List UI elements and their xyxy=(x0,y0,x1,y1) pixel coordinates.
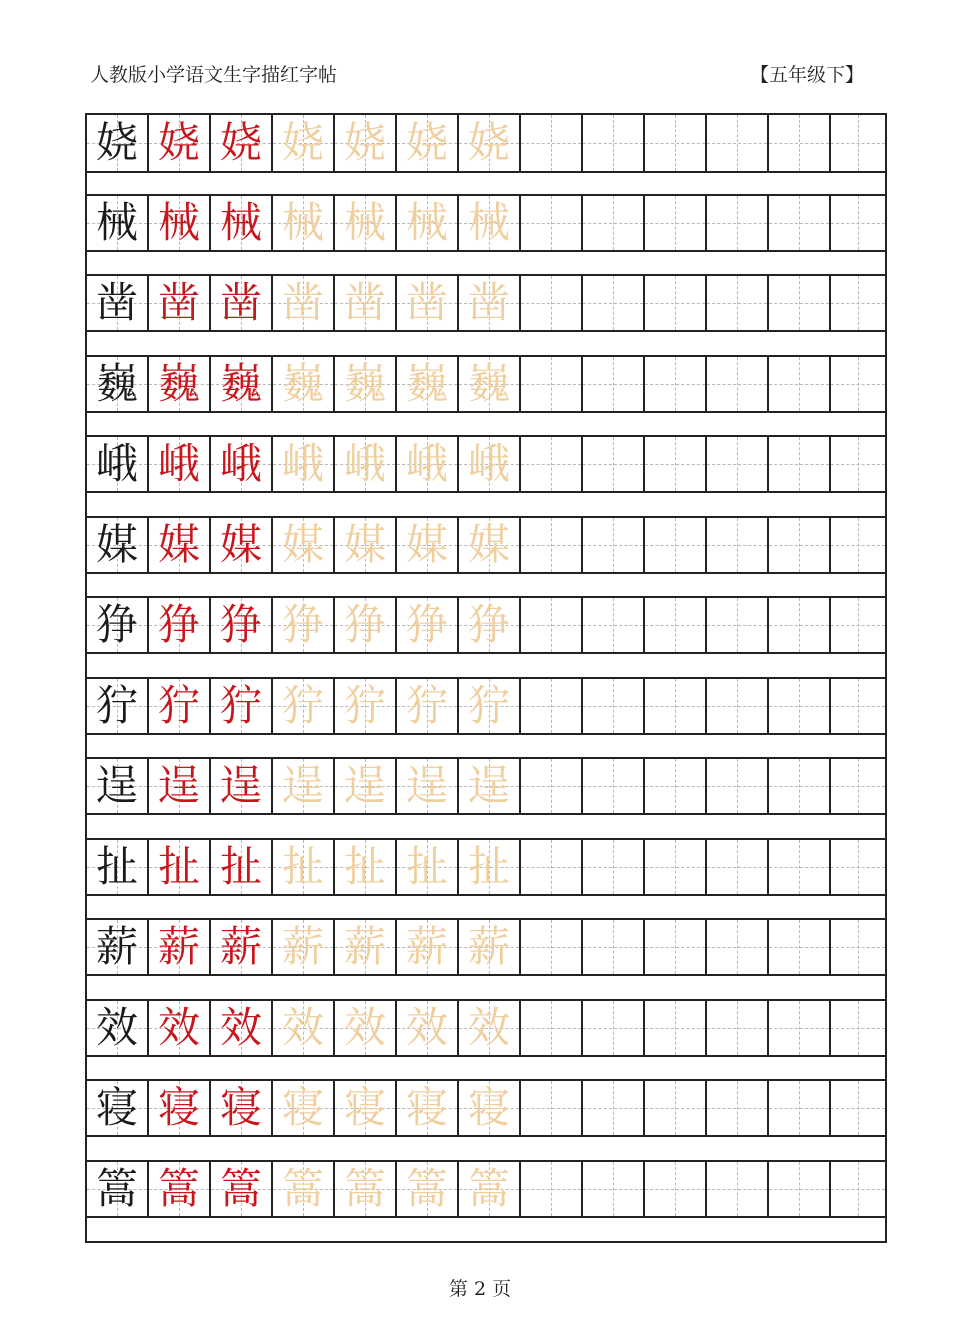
practice-row xyxy=(87,355,885,413)
red-character: 巍 xyxy=(219,359,262,408)
trace-character: 薪 xyxy=(281,922,324,971)
model-character: 狰 xyxy=(95,600,138,649)
blank-practice-cell xyxy=(645,598,707,652)
trace-character: 巍 xyxy=(343,359,386,408)
trace-character: 扯 xyxy=(467,842,510,891)
practice-row xyxy=(87,274,885,332)
blank-practice-cell xyxy=(769,920,831,974)
blank-practice-cell xyxy=(707,1001,769,1055)
model-character: 狞 xyxy=(95,681,138,730)
blank-practice-cell xyxy=(645,276,707,330)
trace-character: 凿 xyxy=(467,278,510,327)
red-character: 狰 xyxy=(157,600,200,649)
red-character: 逞 xyxy=(219,761,262,810)
red-copy-cell xyxy=(149,437,211,491)
red-copy-cell xyxy=(211,196,273,250)
blank-practice-cell xyxy=(769,518,831,572)
blank-practice-cell xyxy=(707,679,769,733)
trace-cell xyxy=(459,679,521,733)
trace-cell xyxy=(397,840,459,894)
red-copy-cell xyxy=(211,357,273,411)
red-copy-cell xyxy=(149,1081,211,1135)
trace-cell xyxy=(459,357,521,411)
model-character: 峨 xyxy=(95,439,138,488)
blank-practice-cell xyxy=(831,920,885,974)
blank-practice-cell xyxy=(645,759,707,813)
red-copy-cell xyxy=(149,1162,211,1216)
trace-character: 凿 xyxy=(281,278,324,327)
red-character: 械 xyxy=(157,198,200,247)
blank-practice-cell xyxy=(769,276,831,330)
trace-cell xyxy=(273,920,335,974)
blank-practice-cell xyxy=(645,1162,707,1216)
trace-cell xyxy=(397,679,459,733)
trace-character: 巍 xyxy=(405,359,448,408)
trace-character: 扯 xyxy=(405,842,448,891)
blank-practice-cell xyxy=(583,759,645,813)
model-cell xyxy=(87,920,149,974)
trace-character: 篙 xyxy=(343,1164,386,1213)
blank-practice-cell xyxy=(583,598,645,652)
blank-practice-cell xyxy=(831,437,885,491)
trace-cell xyxy=(273,1081,335,1135)
blank-practice-cell xyxy=(521,840,583,894)
blank-practice-cell xyxy=(769,1081,831,1135)
model-cell xyxy=(87,598,149,652)
red-copy-cell xyxy=(211,840,273,894)
blank-practice-cell xyxy=(645,437,707,491)
trace-character: 娆 xyxy=(343,118,386,167)
blank-practice-cell xyxy=(583,357,645,411)
model-character: 械 xyxy=(95,198,138,247)
trace-cell xyxy=(397,920,459,974)
model-character: 效 xyxy=(95,1003,138,1052)
blank-practice-cell xyxy=(707,357,769,411)
trace-cell xyxy=(335,840,397,894)
blank-practice-cell xyxy=(831,357,885,411)
trace-character: 凿 xyxy=(405,278,448,327)
red-character: 扯 xyxy=(157,842,200,891)
trace-cell xyxy=(397,357,459,411)
trace-character: 狰 xyxy=(405,600,448,649)
model-cell xyxy=(87,1001,149,1055)
blank-practice-cell xyxy=(707,840,769,894)
page-number: 第 2 页 xyxy=(448,1278,512,1300)
blank-practice-cell xyxy=(583,518,645,572)
blank-practice-cell xyxy=(769,759,831,813)
red-copy-cell xyxy=(211,276,273,330)
model-character: 媒 xyxy=(95,520,138,569)
blank-practice-cell xyxy=(831,759,885,813)
model-character: 薪 xyxy=(95,922,138,971)
blank-practice-cell xyxy=(769,679,831,733)
practice-grid xyxy=(85,113,887,1243)
red-copy-cell xyxy=(149,920,211,974)
trace-character: 械 xyxy=(281,198,324,247)
trace-cell xyxy=(397,759,459,813)
blank-practice-cell xyxy=(645,115,707,171)
blank-practice-cell xyxy=(521,276,583,330)
red-character: 篙 xyxy=(219,1164,262,1213)
trace-cell xyxy=(397,276,459,330)
trace-character: 狞 xyxy=(467,681,510,730)
trace-character: 峨 xyxy=(281,439,324,488)
trace-character: 狞 xyxy=(343,681,386,730)
practice-row xyxy=(87,1160,885,1218)
model-character: 巍 xyxy=(95,359,138,408)
blank-practice-cell xyxy=(583,1162,645,1216)
trace-character: 篙 xyxy=(405,1164,448,1213)
trace-character: 峨 xyxy=(343,439,386,488)
practice-row xyxy=(87,757,885,815)
practice-row xyxy=(87,918,885,976)
trace-character: 寝 xyxy=(467,1083,510,1132)
red-character: 娆 xyxy=(157,118,200,167)
red-character: 巍 xyxy=(157,359,200,408)
trace-character: 扯 xyxy=(343,842,386,891)
blank-practice-cell xyxy=(521,759,583,813)
trace-cell xyxy=(335,518,397,572)
blank-practice-cell xyxy=(645,840,707,894)
trace-character: 巍 xyxy=(281,359,324,408)
red-character: 狰 xyxy=(219,600,262,649)
blank-practice-cell xyxy=(645,679,707,733)
red-copy-cell xyxy=(211,1162,273,1216)
trace-character: 逞 xyxy=(343,761,386,810)
trace-cell xyxy=(459,518,521,572)
model-cell xyxy=(87,1081,149,1135)
trace-cell xyxy=(273,196,335,250)
blank-practice-cell xyxy=(831,115,885,171)
trace-character: 凿 xyxy=(343,278,386,327)
trace-cell xyxy=(459,1081,521,1135)
trace-cell xyxy=(273,276,335,330)
trace-cell xyxy=(459,196,521,250)
blank-practice-cell xyxy=(521,196,583,250)
trace-cell xyxy=(273,840,335,894)
red-character: 篙 xyxy=(157,1164,200,1213)
practice-row xyxy=(87,596,885,654)
red-character: 扯 xyxy=(219,842,262,891)
blank-practice-cell xyxy=(583,679,645,733)
model-character: 娆 xyxy=(95,118,138,167)
model-cell xyxy=(87,437,149,491)
red-copy-cell xyxy=(211,1081,273,1135)
trace-cell xyxy=(273,759,335,813)
model-character: 凿 xyxy=(95,278,138,327)
trace-cell xyxy=(397,598,459,652)
model-cell xyxy=(87,196,149,250)
blank-practice-cell xyxy=(521,920,583,974)
red-character: 凿 xyxy=(219,278,262,327)
trace-cell xyxy=(273,598,335,652)
red-character: 薪 xyxy=(157,922,200,971)
trace-character: 械 xyxy=(343,198,386,247)
model-cell xyxy=(87,759,149,813)
red-copy-cell xyxy=(149,759,211,813)
red-copy-cell xyxy=(211,759,273,813)
model-character: 寝 xyxy=(95,1083,138,1132)
trace-cell xyxy=(397,518,459,572)
blank-practice-cell xyxy=(707,196,769,250)
red-copy-cell xyxy=(149,840,211,894)
trace-character: 娆 xyxy=(467,118,510,167)
red-character: 峨 xyxy=(219,439,262,488)
trace-cell xyxy=(273,357,335,411)
model-cell xyxy=(87,357,149,411)
blank-practice-cell xyxy=(707,518,769,572)
trace-cell xyxy=(459,1162,521,1216)
trace-character: 娆 xyxy=(281,118,324,167)
trace-character: 篙 xyxy=(467,1164,510,1213)
blank-practice-cell xyxy=(521,518,583,572)
model-character: 篙 xyxy=(95,1164,138,1213)
blank-practice-cell xyxy=(645,357,707,411)
trace-cell xyxy=(335,1001,397,1055)
red-copy-cell xyxy=(211,598,273,652)
blank-practice-cell xyxy=(645,1081,707,1135)
model-character: 扯 xyxy=(95,842,138,891)
red-copy-cell xyxy=(149,518,211,572)
red-character: 峨 xyxy=(157,439,200,488)
trace-character: 械 xyxy=(405,198,448,247)
red-copy-cell xyxy=(149,679,211,733)
trace-cell xyxy=(335,759,397,813)
blank-practice-cell xyxy=(707,598,769,652)
red-copy-cell xyxy=(149,598,211,652)
trace-character: 扯 xyxy=(281,842,324,891)
trace-cell xyxy=(273,1001,335,1055)
blank-practice-cell xyxy=(769,196,831,250)
red-character: 娆 xyxy=(219,118,262,167)
trace-cell xyxy=(335,598,397,652)
trace-character: 狞 xyxy=(281,681,324,730)
blank-practice-cell xyxy=(521,1001,583,1055)
red-copy-cell xyxy=(149,276,211,330)
trace-cell xyxy=(335,196,397,250)
blank-practice-cell xyxy=(521,357,583,411)
trace-cell xyxy=(273,679,335,733)
blank-practice-cell xyxy=(831,598,885,652)
blank-practice-cell xyxy=(707,1162,769,1216)
trace-cell xyxy=(335,276,397,330)
trace-character: 薪 xyxy=(405,922,448,971)
blank-practice-cell xyxy=(583,115,645,171)
model-cell xyxy=(87,1162,149,1216)
trace-cell xyxy=(397,1081,459,1135)
trace-character: 篙 xyxy=(281,1164,324,1213)
red-character: 薪 xyxy=(219,922,262,971)
model-cell xyxy=(87,276,149,330)
trace-cell xyxy=(335,1162,397,1216)
trace-character: 效 xyxy=(405,1003,448,1052)
blank-practice-cell xyxy=(707,437,769,491)
grade-label: 【五年级下】 xyxy=(749,64,864,86)
trace-character: 效 xyxy=(467,1003,510,1052)
practice-row xyxy=(87,194,885,252)
practice-row xyxy=(87,999,885,1057)
trace-cell xyxy=(273,115,335,171)
trace-character: 狰 xyxy=(281,600,324,649)
blank-practice-cell xyxy=(831,1162,885,1216)
trace-character: 媒 xyxy=(467,520,510,569)
model-character: 逞 xyxy=(95,761,138,810)
blank-practice-cell xyxy=(645,196,707,250)
trace-character: 逞 xyxy=(281,761,324,810)
trace-cell xyxy=(459,759,521,813)
blank-practice-cell xyxy=(521,598,583,652)
trace-cell xyxy=(459,115,521,171)
trace-character: 逞 xyxy=(405,761,448,810)
model-cell xyxy=(87,679,149,733)
red-copy-cell xyxy=(211,679,273,733)
blank-practice-cell xyxy=(707,1081,769,1135)
blank-practice-cell xyxy=(583,1081,645,1135)
trace-character: 效 xyxy=(281,1003,324,1052)
blank-practice-cell xyxy=(831,1081,885,1135)
trace-character: 薪 xyxy=(467,922,510,971)
blank-practice-cell xyxy=(645,518,707,572)
blank-practice-cell xyxy=(831,276,885,330)
red-copy-cell xyxy=(211,1001,273,1055)
trace-character: 峨 xyxy=(467,439,510,488)
blank-practice-cell xyxy=(769,1001,831,1055)
blank-practice-cell xyxy=(707,920,769,974)
red-character: 狞 xyxy=(157,681,200,730)
red-character: 寝 xyxy=(219,1083,262,1132)
blank-practice-cell xyxy=(769,840,831,894)
trace-character: 媒 xyxy=(281,520,324,569)
red-character: 媒 xyxy=(219,520,262,569)
trace-cell xyxy=(459,1001,521,1055)
trace-character: 狰 xyxy=(467,600,510,649)
trace-character: 娆 xyxy=(405,118,448,167)
red-character: 狞 xyxy=(219,681,262,730)
trace-character: 逞 xyxy=(467,761,510,810)
red-copy-cell xyxy=(211,920,273,974)
trace-cell xyxy=(335,357,397,411)
model-cell xyxy=(87,518,149,572)
practice-row xyxy=(87,677,885,735)
red-copy-cell xyxy=(149,196,211,250)
trace-character: 寝 xyxy=(281,1083,324,1132)
blank-practice-cell xyxy=(707,759,769,813)
trace-character: 巍 xyxy=(467,359,510,408)
red-copy-cell xyxy=(149,357,211,411)
practice-row xyxy=(87,435,885,493)
blank-practice-cell xyxy=(583,920,645,974)
trace-character: 媒 xyxy=(343,520,386,569)
worksheet-title: 人教版小学语文生字描红字帖 xyxy=(90,64,338,86)
blank-practice-cell xyxy=(769,437,831,491)
trace-cell xyxy=(273,518,335,572)
blank-practice-cell xyxy=(645,1001,707,1055)
blank-practice-cell xyxy=(769,598,831,652)
trace-cell xyxy=(397,1162,459,1216)
blank-practice-cell xyxy=(831,840,885,894)
trace-cell xyxy=(335,1081,397,1135)
red-character: 效 xyxy=(219,1003,262,1052)
red-character: 凿 xyxy=(157,278,200,327)
red-character: 效 xyxy=(157,1003,200,1052)
trace-character: 薪 xyxy=(343,922,386,971)
trace-cell xyxy=(459,840,521,894)
trace-character: 效 xyxy=(343,1003,386,1052)
blank-practice-cell xyxy=(583,276,645,330)
trace-cell xyxy=(335,679,397,733)
trace-character: 媒 xyxy=(405,520,448,569)
blank-practice-cell xyxy=(521,1162,583,1216)
blank-practice-cell xyxy=(769,357,831,411)
blank-practice-cell xyxy=(583,840,645,894)
red-character: 媒 xyxy=(157,520,200,569)
blank-practice-cell xyxy=(831,679,885,733)
blank-practice-cell xyxy=(521,1081,583,1135)
red-copy-cell xyxy=(211,115,273,171)
red-copy-cell xyxy=(149,1001,211,1055)
trace-cell xyxy=(397,437,459,491)
blank-practice-cell xyxy=(645,920,707,974)
trace-cell xyxy=(459,437,521,491)
trace-character: 寝 xyxy=(343,1083,386,1132)
practice-row xyxy=(87,516,885,574)
blank-practice-cell xyxy=(769,1162,831,1216)
trace-cell xyxy=(459,276,521,330)
trace-character: 械 xyxy=(467,198,510,247)
trace-cell xyxy=(335,437,397,491)
trace-cell xyxy=(397,196,459,250)
red-character: 寝 xyxy=(157,1083,200,1132)
trace-character: 狰 xyxy=(343,600,386,649)
trace-cell xyxy=(459,920,521,974)
trace-cell xyxy=(335,115,397,171)
practice-row xyxy=(87,1079,885,1137)
practice-row xyxy=(87,115,885,173)
blank-practice-cell xyxy=(521,679,583,733)
trace-cell xyxy=(273,1162,335,1216)
blank-practice-cell xyxy=(831,518,885,572)
trace-character: 峨 xyxy=(405,439,448,488)
blank-practice-cell xyxy=(707,276,769,330)
trace-cell xyxy=(335,920,397,974)
red-character: 逞 xyxy=(157,761,200,810)
model-cell xyxy=(87,840,149,894)
blank-practice-cell xyxy=(707,115,769,171)
trace-cell xyxy=(273,437,335,491)
practice-row xyxy=(87,838,885,896)
blank-practice-cell xyxy=(521,115,583,171)
blank-practice-cell xyxy=(769,115,831,171)
blank-practice-cell xyxy=(831,1001,885,1055)
trace-cell xyxy=(397,115,459,171)
red-copy-cell xyxy=(211,518,273,572)
red-copy-cell xyxy=(149,115,211,171)
red-copy-cell xyxy=(211,437,273,491)
trace-cell xyxy=(397,1001,459,1055)
blank-practice-cell xyxy=(583,1001,645,1055)
blank-practice-cell xyxy=(521,437,583,491)
blank-practice-cell xyxy=(831,196,885,250)
blank-practice-cell xyxy=(583,437,645,491)
trace-character: 狞 xyxy=(405,681,448,730)
trace-character: 寝 xyxy=(405,1083,448,1132)
model-cell xyxy=(87,115,149,171)
red-character: 械 xyxy=(219,198,262,247)
trace-cell xyxy=(459,598,521,652)
blank-practice-cell xyxy=(583,196,645,250)
